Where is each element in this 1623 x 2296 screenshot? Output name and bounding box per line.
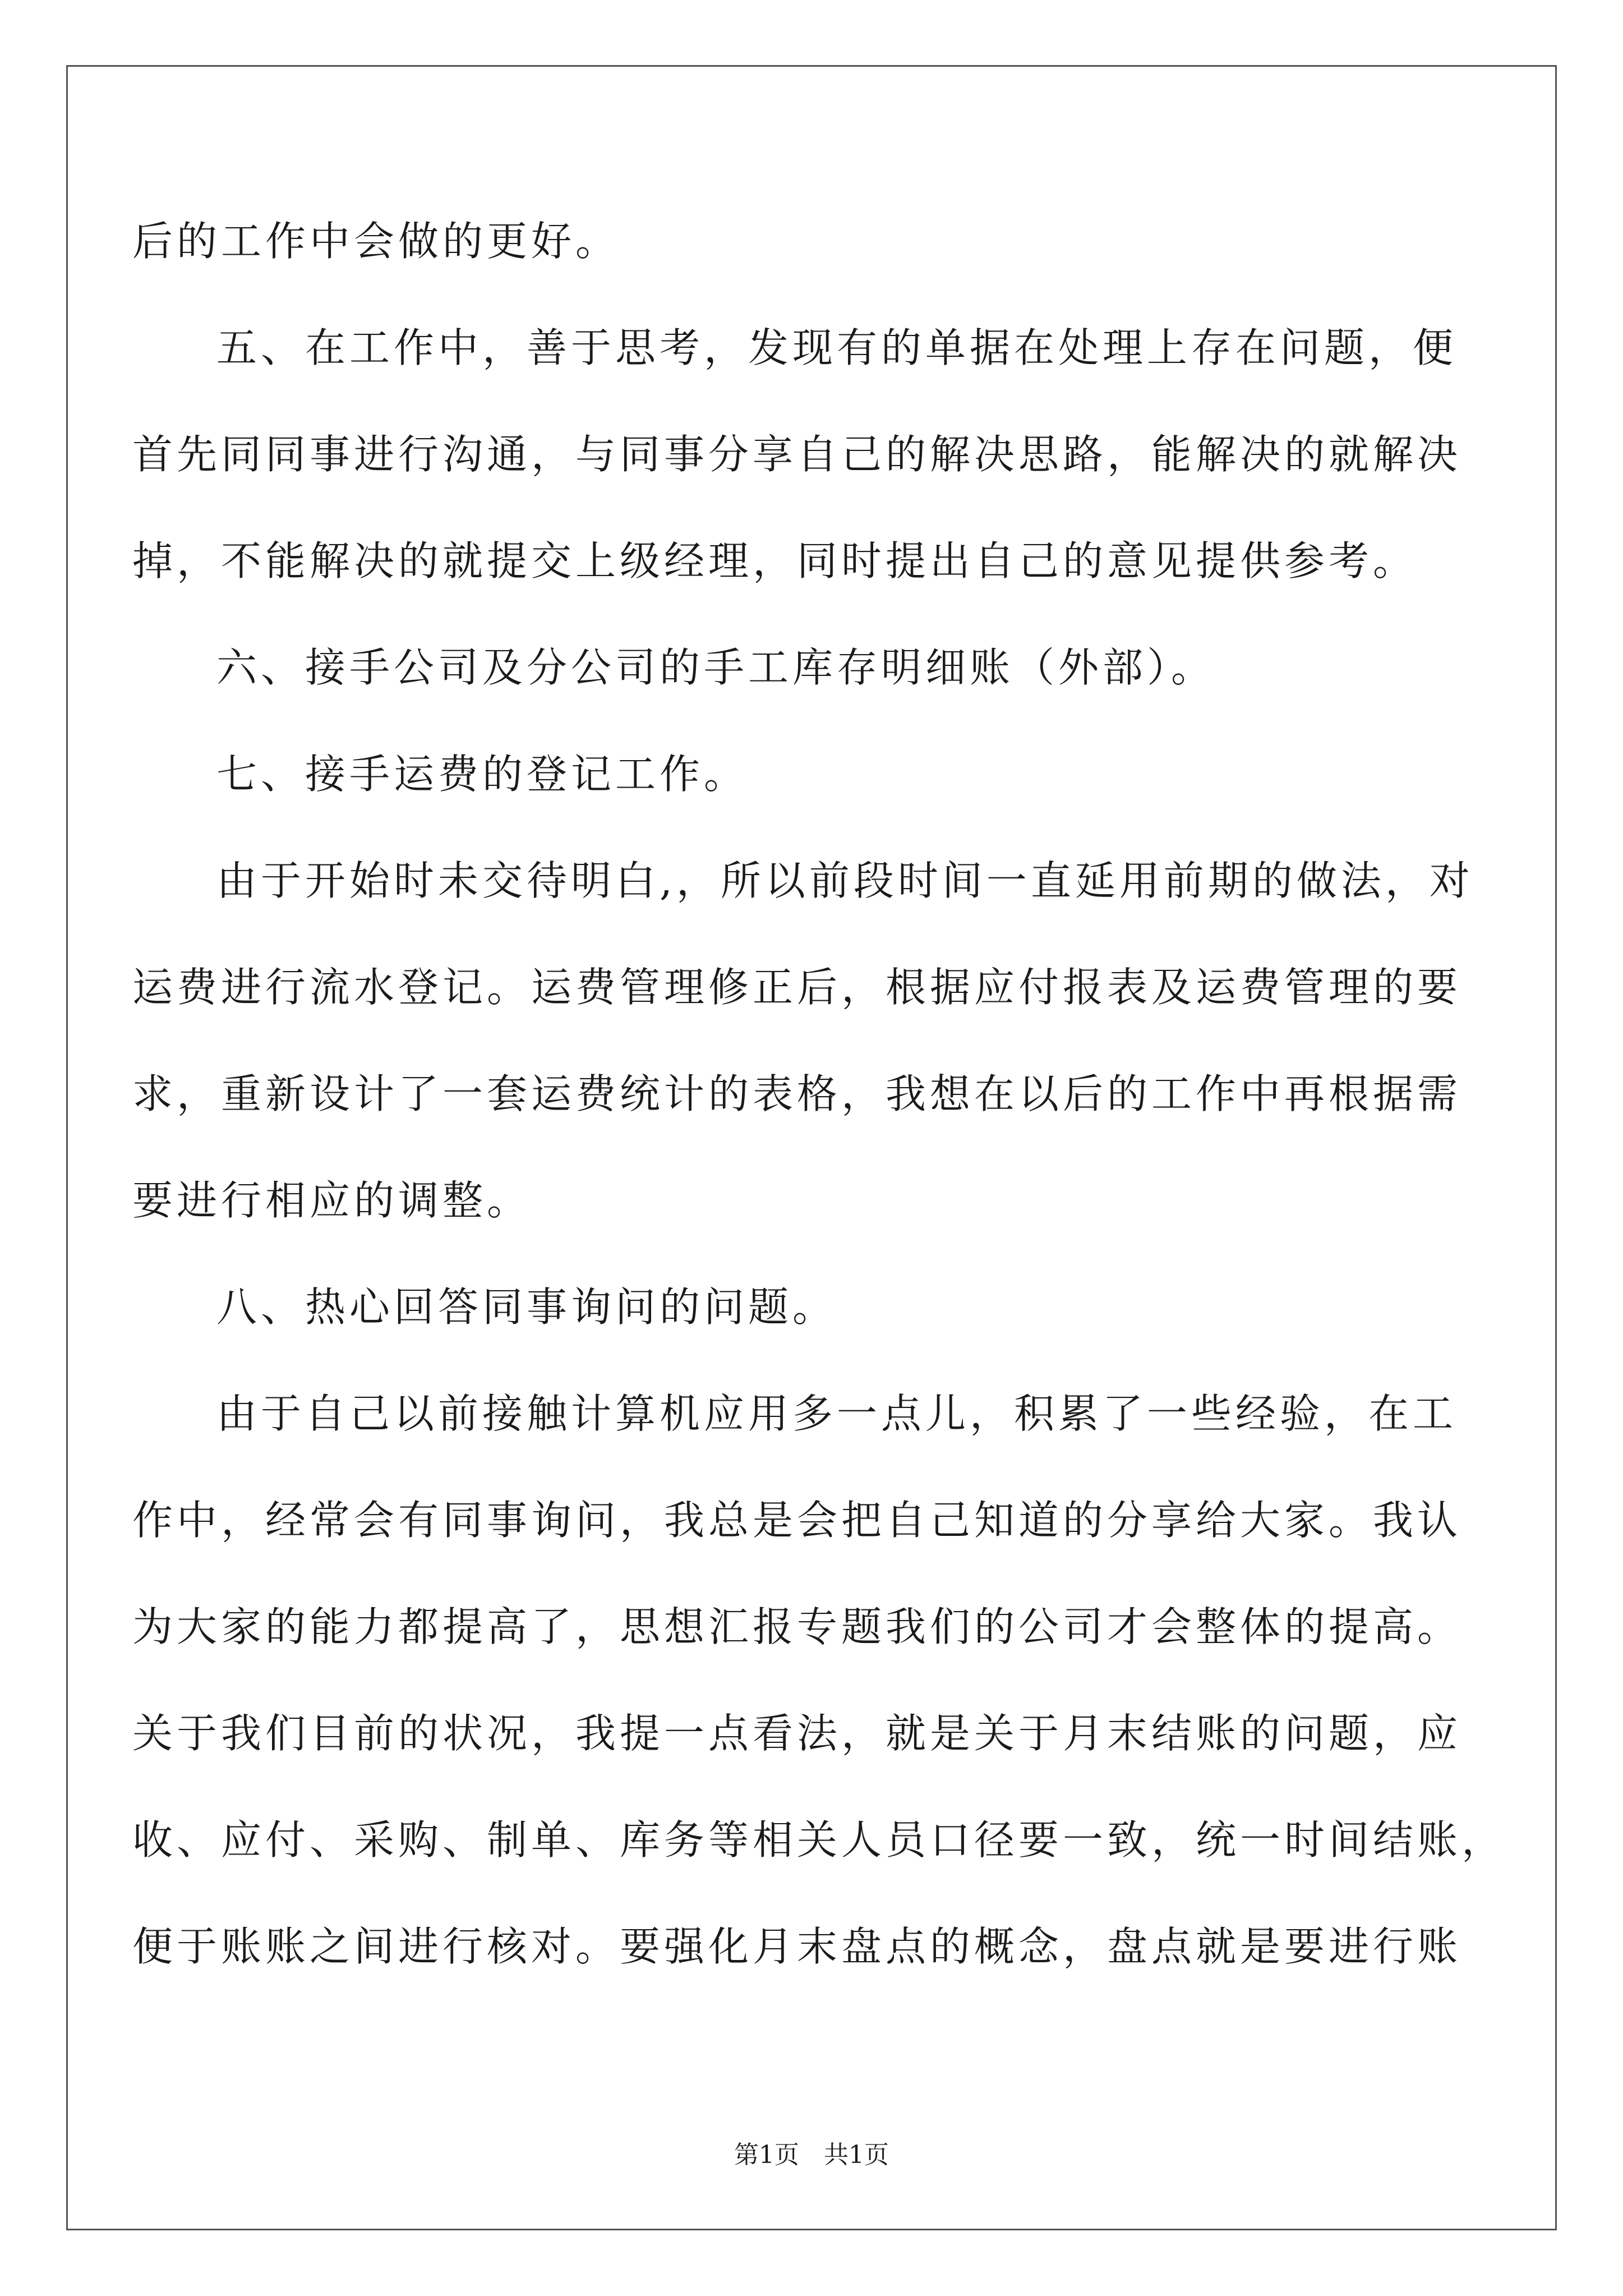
text-line: 五、在工作中，善于思考，发现有的单据在处理上存在问题，便 [216, 324, 1458, 371]
text-line: 六、接手公司及分公司的手工库存明细账（外部）。 [216, 644, 1216, 691]
text-line: 要进行相应的调整。 [132, 1177, 532, 1224]
text-line: 七、接手运费的登记工作。 [216, 751, 749, 798]
text-line: 后的工作中会做的更好。 [132, 218, 620, 265]
text-line: 求，重新设计了一套运费统计的表格，我想在以后的工作中再根据需 [132, 1070, 1462, 1117]
text-line: 收、应付、采购、制单、库务等相关人员口径要一致，统一时间结账， [132, 1816, 1506, 1864]
text-line: 运费进行流水登记。运费管理修正后，根据应付报表及运费管理的要 [132, 964, 1462, 1011]
text-line: 为大家的能力都提高了，思想汇报专题我们的公司才会整体的提高。 [132, 1603, 1462, 1650]
page-footer: 第1页 共1页 [734, 2141, 889, 2169]
text-line: 关于我们目前的状况，我提一点看法，就是关于月末结账的问题，应 [132, 1710, 1462, 1757]
text-line: 由于自己以前接触计算机应用多一点儿，积累了一些经验，在工 [216, 1390, 1458, 1437]
text-line: 由于开始时未交待明白,，所以前段时间一直延用前期的做法，对 [216, 857, 1474, 904]
text-line: 掉，不能解决的就提交上级经理，同时提出自己的意见提供参考。 [132, 537, 1418, 585]
text-line: 便于账账之间进行核对。要强化月末盘点的概念，盘点就是要进行账 [132, 1923, 1462, 1970]
text-line: 首先同同事进行沟通，与同事分享自己的解决思路，能解决的就解决 [132, 431, 1462, 478]
text-line: 八、热心回答同事询问的问题。 [216, 1283, 837, 1331]
document-body [132, 208, 1506, 2019]
text-line: 作中，经常会有同事询问，我总是会把自己知道的分享给大家。我认 [132, 1497, 1462, 1544]
